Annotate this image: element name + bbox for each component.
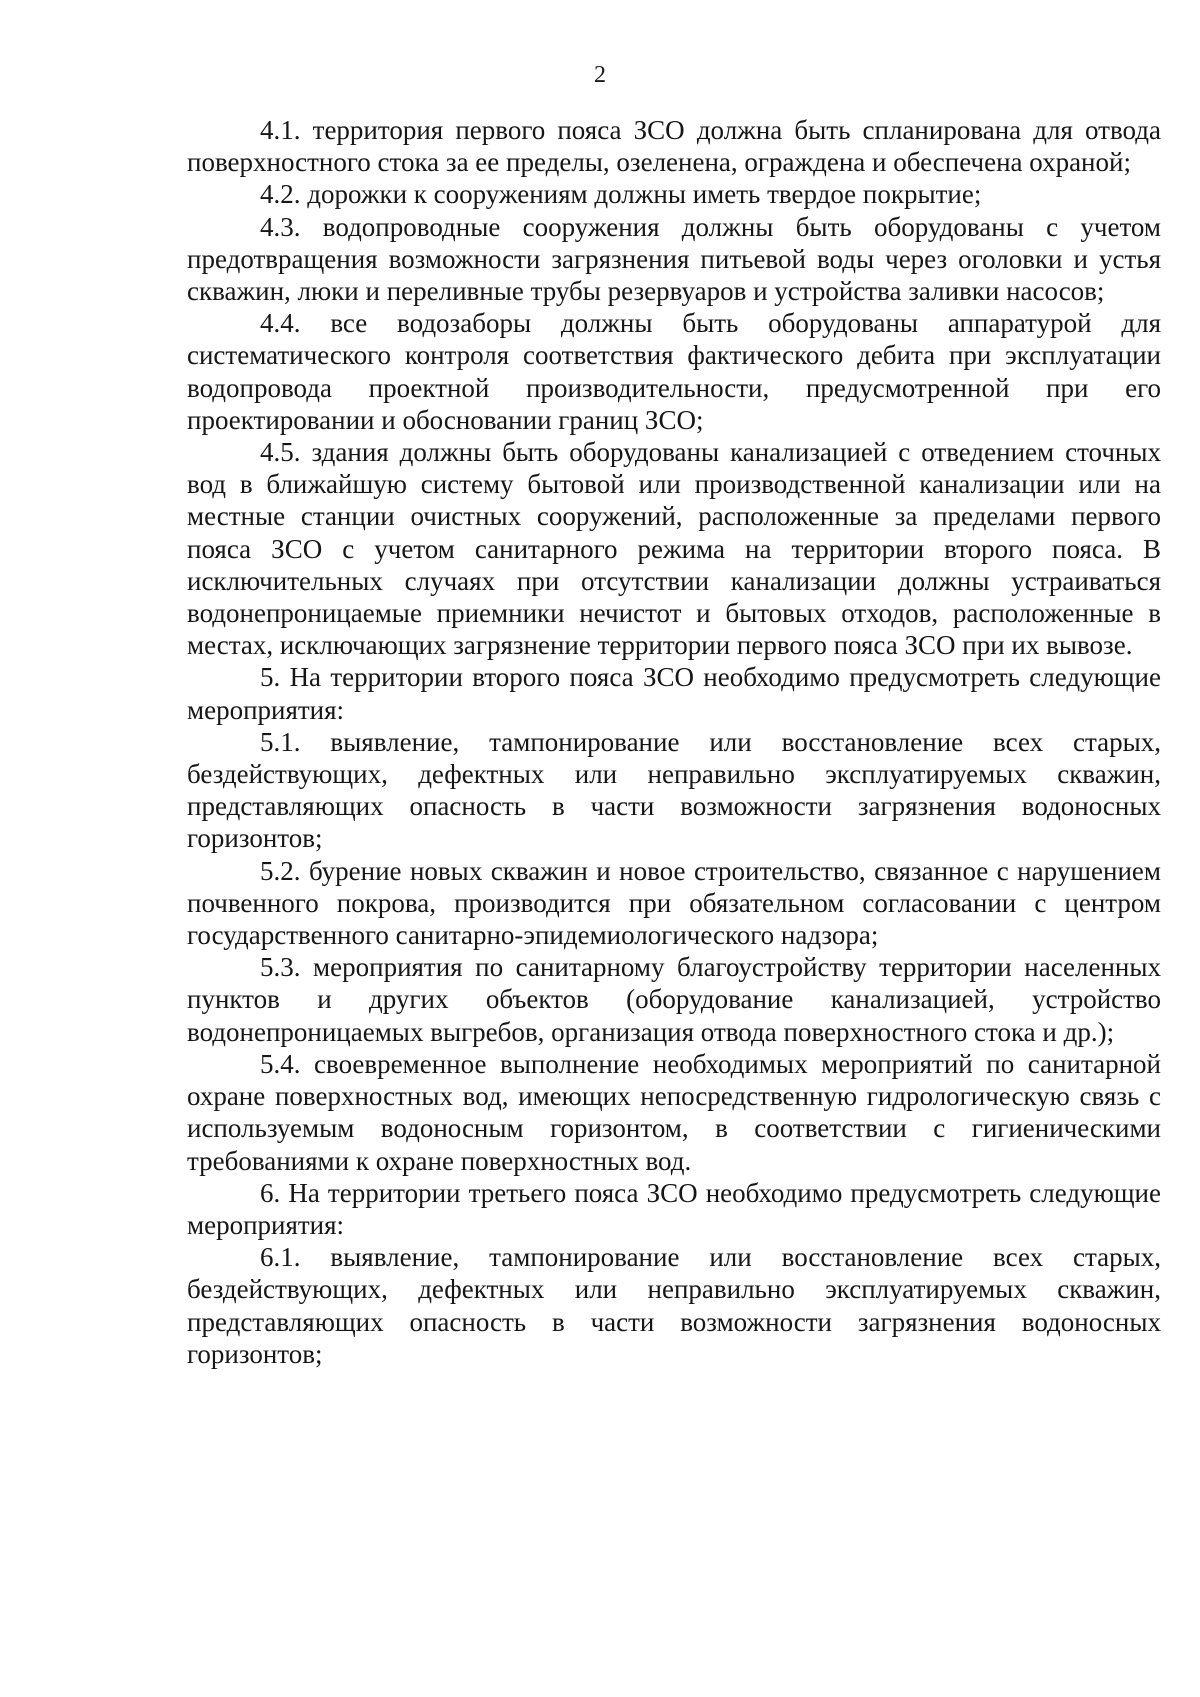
paragraph-4-1: 4.1. территория первого пояса ЗСО должна быть спланирована для отвода поверхностного стока за ее пределы, озеленена, ограждена и обеспечена охраной; (187, 115, 1161, 178)
paragraph-4-3: 4.3. водопроводные сооружения должны быть оборудованы с учетом предотвращения возможности загрязнения питьевой воды через оголовки и устья скважин, люки и переливные трубы резервуаров и устройства заливки насосов; (187, 211, 1161, 307)
paragraph-5: 5. На территории второго пояса ЗСО необходимо предусмотреть следующие мероприятия: (187, 662, 1161, 725)
paragraph-5-1: 5.1. выявление, тампонирование или восстановление всех старых, бездействующих, дефектных или неправильно эксплуатируемых скважин, представляющих опасность в части возможности загрязнения водоносных горизонтов; (187, 726, 1161, 854)
document-body (187, 114, 1161, 1370)
paragraph-6-1: 6.1. выявление, тампонирование или восстановление всех старых, бездействующих, дефектных или неправильно эксплуатируемых скважин, представляющих опасность в части возможности загрязнения водоносных горизонтов; (187, 1242, 1161, 1369)
paragraph-4-2: 4.2. дорожки к сооружениям должны иметь твердое покрытие; (260, 179, 982, 210)
paragraph-4-5: 4.5. здания должны быть оборудованы канализацией с отведением сточных вод в ближайшую систему бытовой или производственной канализации или на местные станции очистных сооружений, расположенные за пределами первого пояса ЗСО с учетом санитарного режима на территории второго пояса. В исключительных случаях при отсутствии канализации должны устраиваться водонепроницаемые приемники нечистот и бытовых отходов, расположенные в местах, исключающих загрязнение территории первого пояса ЗСО при их вывозе. (187, 437, 1161, 661)
paragraph-4-4: 4.4. все водозаборы должны быть оборудованы аппаратурой для систематического контроля соответствия фактического дебита при эксплуатации водопровода проектной производительности, предусмотренной при его проектировании и обосновании границ ЗСО; (187, 308, 1161, 435)
paragraph-5-4: 5.4. своевременное выполнение необходимых мероприятий по санитарной охране поверхностных вод, имеющих непосредственную гидрологическую связь с используемым водоносным горизонтом, в соответствии с гигиеническими требованиями к охране поверхностных вод. (187, 1048, 1161, 1176)
paragraph-5-2: 5.2. бурение новых скважин и новое строительство, связанное с нарушением почвенного покрова, производится при обязательном согласовании с центром государственного санитарно-эпидемиологического надзора; (187, 855, 1161, 951)
paragraph-6: 6. На территории третьего пояса ЗСО необходимо предусмотреть следующие мероприятия: (187, 1177, 1161, 1240)
page-number: 2 (594, 62, 606, 88)
paragraph-5-3: 5.3. мероприятия по санитарному благоустройству территории населенных пунктов и других объектов (оборудование канализацией, устройство водонепроницаемых выгребов, организация отвода поверхностного стока и др.); (187, 952, 1161, 1047)
